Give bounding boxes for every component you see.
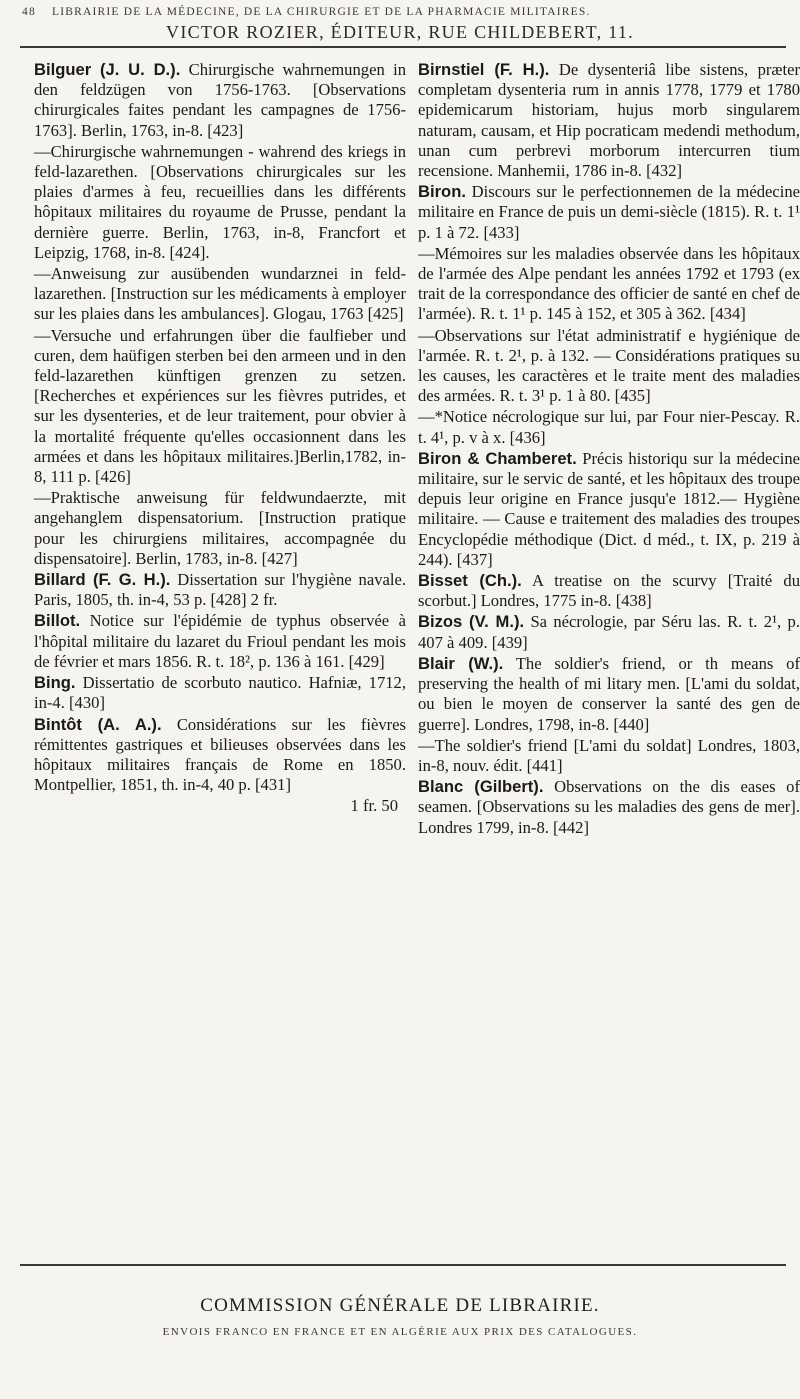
left-column [34,60,406,818]
entry-text: —The soldier's friend [L'ami du soldat] Londres, 1803, in-8, nouv. édit. [441] [418,735,800,775]
entry-text: Dissertation sur l'hygiène navale. Paris, 1805, th. in-4, 53 p. [428] 2 fr. [34,570,406,610]
entry-text: Considérations sur les fièvres rémittentes gastriques et bilieuses observées dans les hôpitaux militaires français de Rome en 1850. Montpellier, 1851, th. in-4, 40 p. [431] [34,714,406,795]
entry-author: Bilguer (J. U. D.). [34,60,181,79]
entry-author: Biron & Chamberet. [418,448,577,468]
entry-author: Bisset (Ch.). [418,571,522,591]
catalogue-entry [418,407,800,447]
catalogue-entry [34,796,406,816]
catalogue-entry [418,244,800,325]
catalogue-entry [418,736,800,776]
entry-author: Birnstiel (F. H.). [418,60,550,79]
footer-note: ENVOIS FRANCO EN FRANCE ET EN ALGÉRIE AUX PRIX DES CATALOGUES. [162,1326,638,1338]
entry-text: —Versuche und erfahrungen über die faulfieber und curen, dem haüfigen sterben bei den armeen und in den feld-lazarethen künftigen grenzen zu setzen. [Recherches et expériences sur les fièvres putrides, et sur les dysenteries, et de leur traitement, pour obvier à la mortalité fréquente qu'elles occasionnent dans les armées et dans les hôpitaux militaires.]Berlin,1782, in-8, 111 p. [426] [34,325,406,487]
entry-text: Observations on the dis eases of seamen. [Observations su les maladies des gens de mer]. Londres 1799, in-8. [442] [418,777,800,837]
bottom-rule [20,1264,786,1266]
entry-text: Précis historiqu sur la médecine militaire, sur le servic de santé, et les hôpitaux des troupe depuis leur origine en France jusqu'e 1812.— Hygiène militaire. — Cause e traitement des maladies des troupes Encyclopédie méthodique (Dict. d méd., t. IX, p. 219 à 244). [437] [418,448,800,569]
entry-text: De dysenteriâ libe sistens, præter completam dysenteria rum in annis 1778, 1779 et 1780 epidemicarum historiam, hujus morb singularem naturam, causam, et Hip pocraticam medendi methodum, unan cum perbrevi morborum intercurren tium recensione. Manhemii, 1786 in-8. [432] [418,60,800,181]
catalogue-entry [34,673,406,713]
entry-author: Bizos (V. M.). [418,612,525,632]
entry-text: Dissertatio de scorbuto nautico. Hafniæ, 1712, in-4. [430] [34,673,406,713]
catalogue-entry [34,715,406,796]
publisher-line: VICTOR ROZIER, ÉDITEUR, RUE CHILDEBERT, 11. [166,22,634,42]
entry-text: Chirurgische wahrnemungen in den feldzügen von 1756-1763. [Observations chirurgicales faites pendant les campagnes de 1756-1763]. Berlin, 1763, in-8. [423] [34,60,406,140]
entry-text: Notice sur l'épidémie de typhus observée à l'hôpital militaire du lazaret du Frioul pendant les mois de février et mars 1856. R. t. 18², p. 136 à 161. [429] [34,611,406,671]
catalogue-entry [418,654,800,735]
entry-author: Blair (W.). [418,653,504,673]
catalogue-entry [418,182,800,243]
entry-text: A treatise on the scurvy [Traité du scorbut.] Londres, 1775 in-8. [438] [418,571,800,611]
entry-author: Billot. [34,611,81,631]
catalogue-entry [34,60,406,141]
entry-text: —Praktische anweisung für feldwundaerzte, mit angehanglem dispensatorium. [Instruction pratique pour les chirurgiens militaires, accompagnée du dispensatoire]. Berlin, 1783, in-8. [427] [34,488,406,568]
catalogue-entry [418,60,800,181]
entry-text: —Mémoires sur les maladies observée dans les hôpitaux de l'armée des Alpe pendant les années 1792 et 1793 (ex trait de la correspondance des officier de santé en chef de l'armée). R. t. 1¹ p. 145 à 152, et 305 à 362. [434] [418,243,800,324]
entry-author: Biron. [418,182,466,202]
entry-author: Billard (F. G. H.). [34,570,171,590]
entry-text: —Observations sur l'état administratif e hygiénique de l'armée. R. t. 2¹, p. à 132. — Considérations pratiques su les causes, les caractères et le traite ment des maladies des armées. R. t. 3¹ p. 1 à 80. [435] [418,325,800,406]
running-head [22,6,790,18]
entry-author: Bing. [34,673,76,693]
right-column [418,60,800,839]
entry-text: Sa nécrologie, par Séru las. R. t. 2¹, p. 407 à 409. [439] [418,612,800,652]
catalogue-entry [418,612,800,652]
entry-text: Discours sur le perfectionnemen de la médecine militaire en France de puis un demi-siècle (1815). R. t. 1¹ p. 1 à 72. [433] [418,182,800,242]
catalogue-entry [418,449,800,570]
entry-text: —Chirurgische wahrnemungen - wahrend des kriegs in feld-lazarethen. [Observations chirurgicales sur les plaies d'armes à feu, recueillies dans les différents hôpitaux militaires du royaume de Prusse, pendant la dernière guerre. Berlin, 1763, in-8, Francfort et Leipzig, 1768, in-8. [424]. [34,141,406,262]
catalogue-entry [34,611,406,672]
entry-author: Bintôt (A. A.). [34,714,162,734]
catalogue-entry [418,777,800,838]
entry-text: —Anweisung zur ausübenden wundarznei in feld-lazarethen. [Instruction sur les médicaments à employer sur les plaies dans les ambulances]. Glogau, 1763 [425] [34,264,406,324]
entry-text: The soldier's friend, or th means of preserving the health of mi litary men. [L'ami du soldat, ou bien le moyen de conserver la santé des gen de guerre]. Londres, 1798, in-8. [440] [418,653,800,734]
catalogue-entry [418,571,800,611]
entry-text: 1 fr. 50 [350,796,398,816]
entry-author: Blanc (Gilbert). [418,777,544,797]
catalogue-entry [34,326,406,488]
page-number: 48 [22,6,36,18]
catalogue-entry [34,264,406,325]
top-rule [20,46,786,48]
catalogue-entry [34,488,406,569]
catalogue-entry [34,570,406,610]
catalogue-entry [418,326,800,407]
running-head-text: LIBRAIRIE DE LA MÉDECINE, DE LA CHIRURGIE ET DE LA PHARMACIE MILITAIRES. [51,6,591,18]
footer-title: COMMISSION GÉNÉRALE DE LIBRAIRIE. [200,1295,600,1316]
entry-text: —*Notice nécrologique sur lui, par Four nier-Pescay. R. t. 4¹, p. v à x. [436] [418,407,800,447]
catalogue-entry [34,142,406,263]
